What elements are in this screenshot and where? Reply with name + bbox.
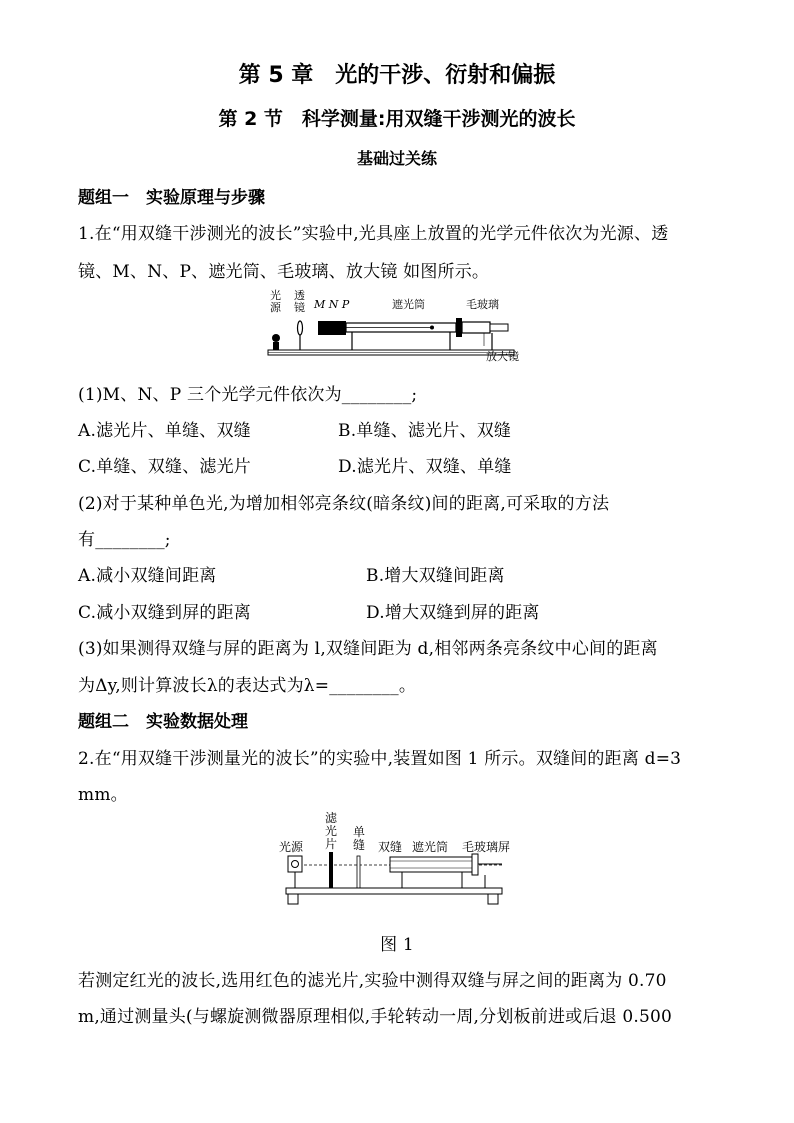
sub1-option-a: A.滤光片、单缝、双缝: [78, 421, 251, 441]
fig1-label-magnifier: 放大镜: [486, 350, 519, 363]
sub2-option-c: C.减小双缝到屏的距离: [78, 603, 252, 623]
fig2-label-single-slit: 单缝: [353, 825, 366, 852]
chapter-title: 第 5 章 光的干涉、衍射和偏振: [238, 63, 556, 88]
fig1-label-mnp: M N P: [314, 298, 350, 311]
sub1-stem: (1)M、N、P 三个光学元件依次为________;: [78, 385, 418, 405]
sub2-option-b: B.增大双缝间距离: [366, 566, 505, 586]
fig1-label-glass: 毛玻璃: [466, 298, 499, 311]
sub1-option-b: B.单缝、滤光片、双缝: [338, 421, 512, 441]
q1-line2: 镜、M、N、P、遮光筒、毛玻璃、放大镜 如图所示。: [78, 262, 490, 282]
sub2-option-d: D.增大双缝到屏的距离: [366, 603, 540, 623]
sub1-option-c: C.单缝、双缝、滤光片: [78, 457, 252, 477]
fig2-caption: 图 1: [380, 935, 414, 955]
fig1-label-lens: 透镜: [294, 289, 305, 314]
figure-setup-diagram: [280, 810, 520, 920]
section-title: 第 2 节 科学测量:用双缝干涉测光的波长: [218, 108, 576, 130]
sub1-option-d: D.滤光片、双缝、单缝: [338, 457, 512, 477]
q2-line3: 若测定红光的波长,选用红色的滤光片,实验中测得双缝与屏之间的距离为 0.70: [78, 971, 667, 991]
q2-line4: m,通过测量头(与螺旋测微器原理相似,手轮转动一周,分划板前进或后退 0.500: [78, 1007, 673, 1027]
q1-line1: 1.在“用双缝干涉测光的波长”实验中,光具座上放置的光学元件依次为光源、透: [78, 224, 669, 244]
q2-line2: mm。: [78, 785, 128, 805]
q2-line1: 2.在“用双缝干涉测量光的波长”的实验中,装置如图 1 所示。双缝间的距离 d=3: [78, 749, 682, 769]
fig2-label-screen: 毛玻璃屏: [462, 840, 511, 854]
sub2-option-a: A.减小双缝间距离: [78, 566, 217, 586]
sub3-line2: 为Δy,则计算波长λ的表达式为λ=________。: [78, 676, 417, 696]
practice-subtitle: 基础过关练: [356, 149, 437, 168]
sub2-stem-line2: 有________;: [78, 530, 171, 550]
fig2-label-tube: 遮光筒: [412, 840, 449, 854]
fig1-label-source: 光源: [270, 289, 281, 314]
fig2-label-source: 光源: [279, 840, 304, 854]
fig1-label-tube: 遮光筒: [392, 298, 425, 311]
fig2-label-double-slit: 双缝: [378, 840, 403, 854]
fig2-label-filter: 滤光片: [325, 811, 338, 851]
group1-title: 题组一 实验原理与步骤: [78, 188, 265, 208]
sub3-line1: (3)如果测得双缝与屏的距离为 l,双缝间距为 d,相邻两条亮条纹中心间的距离: [78, 639, 658, 659]
sub2-stem-line1: (2)对于某种单色光,为增加相邻亮条纹(暗条纹)间的距离,可采取的方法: [78, 494, 610, 514]
group2-title: 题组二 实验数据处理: [78, 712, 248, 732]
